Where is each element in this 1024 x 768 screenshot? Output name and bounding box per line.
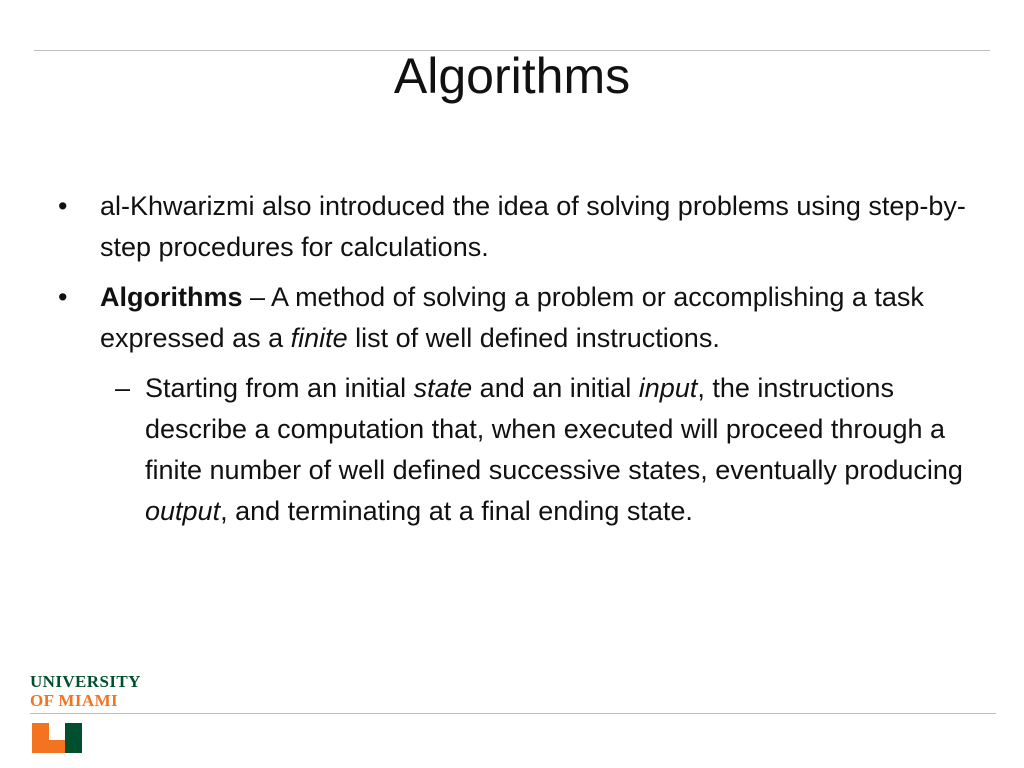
bullet-text: al-Khwarizmi also introduced the idea of solving problems using step-by-step procedures for calculations. bbox=[100, 191, 966, 262]
emphasized-word: state bbox=[413, 373, 473, 403]
bottom-divider bbox=[30, 713, 996, 714]
u-right-bar bbox=[65, 723, 82, 753]
emphasized-word: finite bbox=[290, 323, 348, 353]
u-left-bar bbox=[32, 723, 49, 753]
bullet-item bbox=[58, 186, 978, 268]
logo-text-of-miami: OF MIAMI bbox=[30, 691, 119, 710]
slide-body bbox=[58, 186, 978, 532]
u-base bbox=[49, 740, 65, 753]
sub-text-part: , the instructions describe a computation that, when executed will proceed through a finite number of well defined successive states, eventually producing bbox=[145, 373, 963, 485]
u-logo-icon bbox=[32, 723, 82, 753]
slide-title: Algorithms bbox=[393, 48, 631, 104]
logo-text-university: UNIVERSITY bbox=[30, 672, 141, 691]
defined-term: Algorithms bbox=[100, 282, 243, 312]
bullet-marker: • bbox=[58, 282, 68, 312]
bullet-item bbox=[58, 277, 978, 359]
bullet-marker: • bbox=[58, 191, 68, 221]
bullet-text-part: list of well defined instructions. bbox=[347, 323, 720, 353]
dash-marker: – bbox=[115, 373, 131, 403]
emphasized-word: input bbox=[638, 373, 698, 403]
sub-text-part: Starting from an initial bbox=[145, 373, 414, 403]
sub-text-part: , and terminating at a final ending state. bbox=[220, 496, 693, 526]
emphasized-word: output bbox=[145, 496, 221, 526]
bullet-text bbox=[100, 282, 924, 353]
sub-text-part: and an initial bbox=[472, 373, 639, 403]
sub-bullet-item bbox=[100, 368, 978, 532]
bullet-text-part: – A method of solving a problem or accomplishing a task expressed as a bbox=[100, 282, 924, 353]
sub-bullet-text bbox=[145, 373, 963, 526]
